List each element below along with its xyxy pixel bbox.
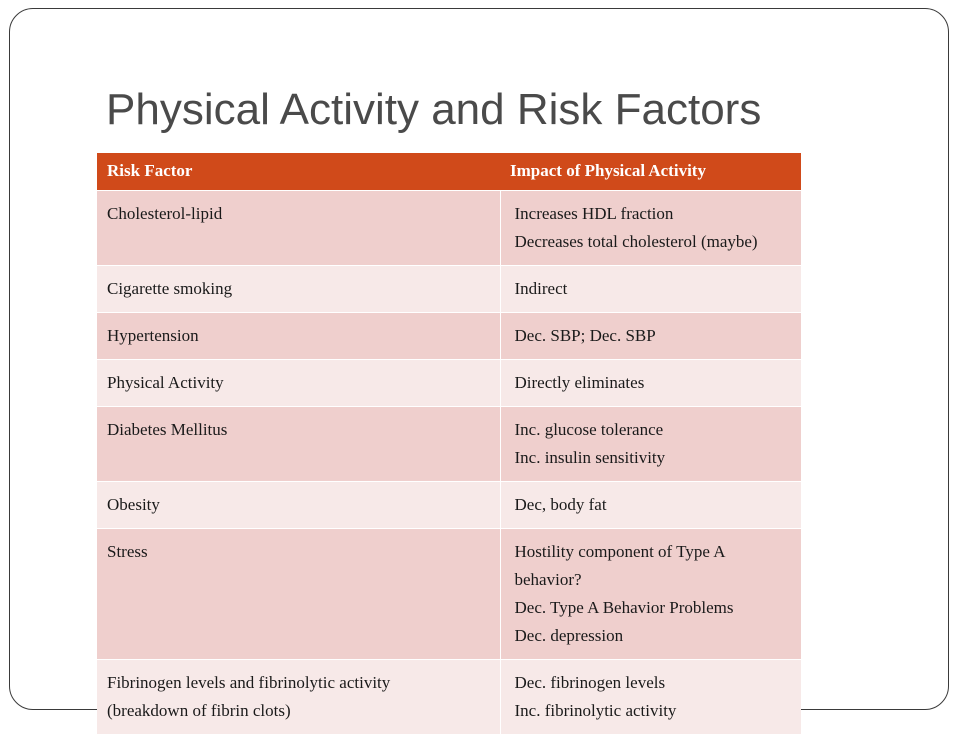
slide-title: Physical Activity and Risk Factors [106,85,762,134]
impact-cell: Indirect [500,265,801,312]
table-row [97,312,801,359]
header-impact: Impact of Physical Activity [500,153,801,190]
risk-factor-cell: Obesity [97,481,500,528]
header-risk-factor: Risk Factor [97,153,500,190]
risk-factor-cell: Cholesterol-lipid [97,190,500,265]
table-row [97,190,801,265]
impact-cell: Increases HDL fraction Decreases total cholesterol (maybe) [500,190,801,265]
risk-factor-cell: Hypertension [97,312,500,359]
risk-factor-cell: Fibrinogen levels and fibrinolytic activity (breakdown of fibrin clots) [97,659,500,734]
table-row [97,265,801,312]
impact-cell: Dec. SBP; Dec. SBP [500,312,801,359]
impact-cell: Directly eliminates [500,359,801,406]
impact-cell: Hostility component of Type A behavior? Dec. Type A Behavior Problems Dec. depression [500,528,801,659]
table-row [97,659,801,734]
impact-cell: Dec. fibrinogen levels Inc. fibrinolytic activity [500,659,801,734]
risk-factor-cell: Physical Activity [97,359,500,406]
impact-cell: Inc. glucose tolerance Inc. insulin sensitivity [500,406,801,481]
risk-factor-cell: Cigarette smoking [97,265,500,312]
risk-factor-cell: Stress [97,528,500,659]
table-header-row [97,153,801,190]
risk-factor-table [97,153,801,734]
table-row [97,359,801,406]
risk-factor-cell: Diabetes Mellitus [97,406,500,481]
table-row [97,528,801,659]
impact-cell: Dec, body fat [500,481,801,528]
table-row [97,406,801,481]
table-row [97,481,801,528]
